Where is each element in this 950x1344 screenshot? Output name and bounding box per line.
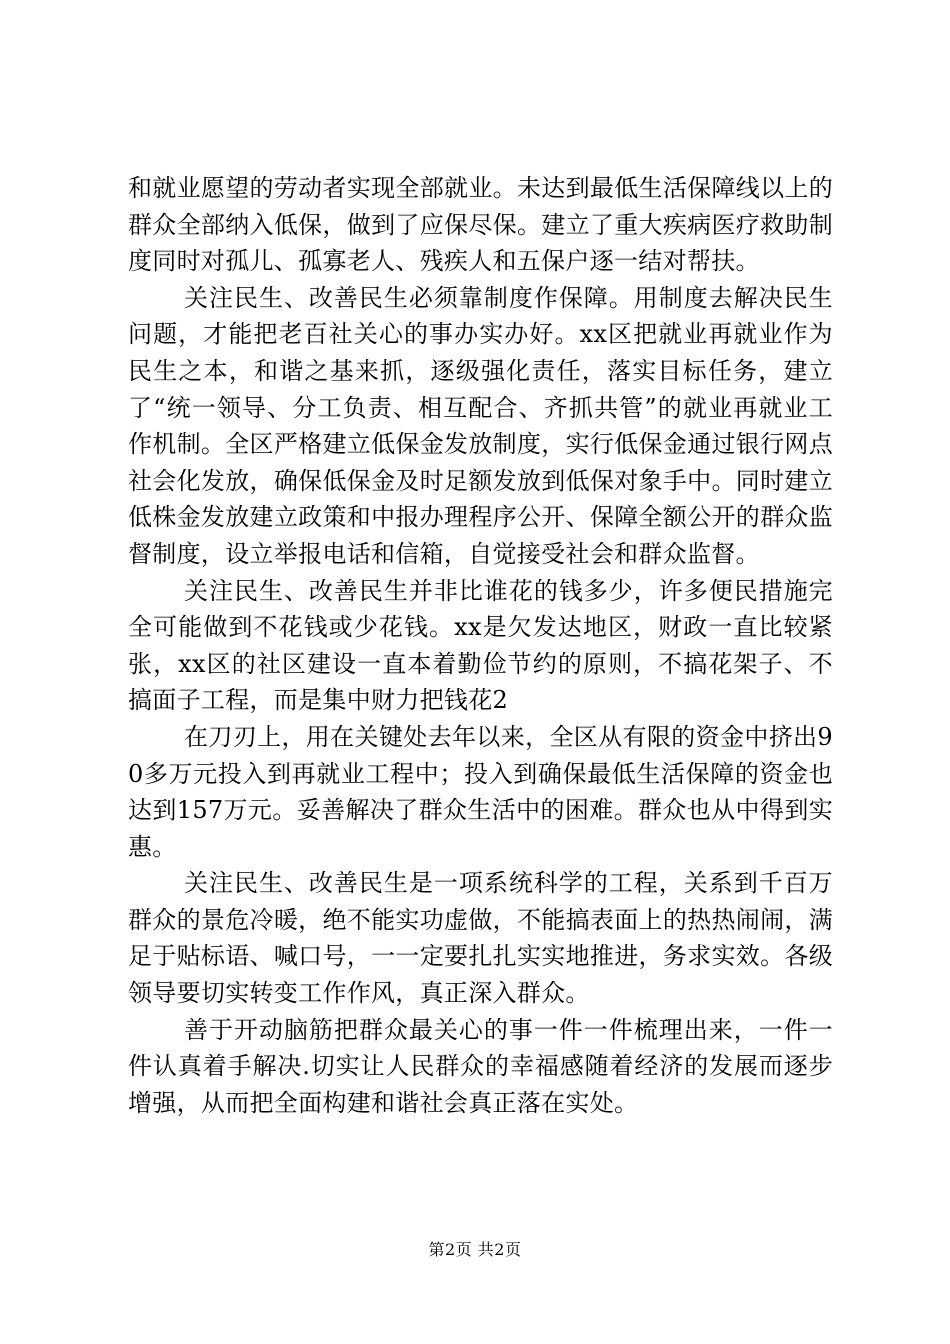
paragraph: 关注民生、改善民生并非比谁花的钱多少，许多便民措施完全可能做到不花钱或少花钱。xx是欠发达地区，财政一直比较紧张，xx区的社区建设一直本着勤俭节约的原则，不搞花架子、不搞面子工程，而是集中财力把钱花2 <box>128 576 833 715</box>
paragraph: 和就业愿望的劳动者实现全部就业。未达到最低生活保障线以上的群众全部纳入低保，做到了应保尽保。建立了重大疾病医疗救助制度同时对孤儿、孤寡老人、残疾人和五保户逐一结对帮扶。 <box>128 174 833 276</box>
paragraph: 善于开动脑筋把群众最关心的事一件一件梳理出来，一件一件认真着手解决.切实让人民群众的幸福感随着经济的发展而逐步增强，从而把全面构建和谐社会真正落在实处。 <box>128 1015 833 1117</box>
paragraph: 在刀刃上，用在关键处去年以来，全区从有限的资金中挤出90多万元投入到再就业工程中；投入到确保最低生活保障的资金也达到157万元。妥善解决了群众生活中的困难。群众也从中得到实惠。 <box>128 722 833 861</box>
page-footer: 第2页 共2页 <box>428 1240 522 1259</box>
paragraph: 关注民生、改善民生必须靠制度作保障。用制度去解决民生问题，才能把老百社关心的事办实办好。xx区把就业再就业作为民生之本，和谐之基来抓，逐级强化责任，落实目标任务，建立了“统一领导、分工负责、相互配合、齐抓共管”的就业再就业工作机制。全区严格建立低保金发放制度，实行低保金通过银行网点社会化发放，确保低保金及时足额发放到低保对象手中。同时建立低株金发放建立政策和中报办理程序公开、保障全额公开的群众监督制度，设立举报电话和信箱，自觉接受社会和群众监督。 <box>128 283 833 568</box>
document-body <box>128 170 833 1121</box>
paragraph: 关注民生、改善民生是一项系统科学的工程，关系到千百万群众的景危冷暖，绝不能实功虚做，不能搞表面上的热热闹闹，满足于贴标语、喊口号，一一定要扎扎实实地推进，务求实效。各级领导要切实转变工作作风，真正深入群众。 <box>128 869 833 1008</box>
